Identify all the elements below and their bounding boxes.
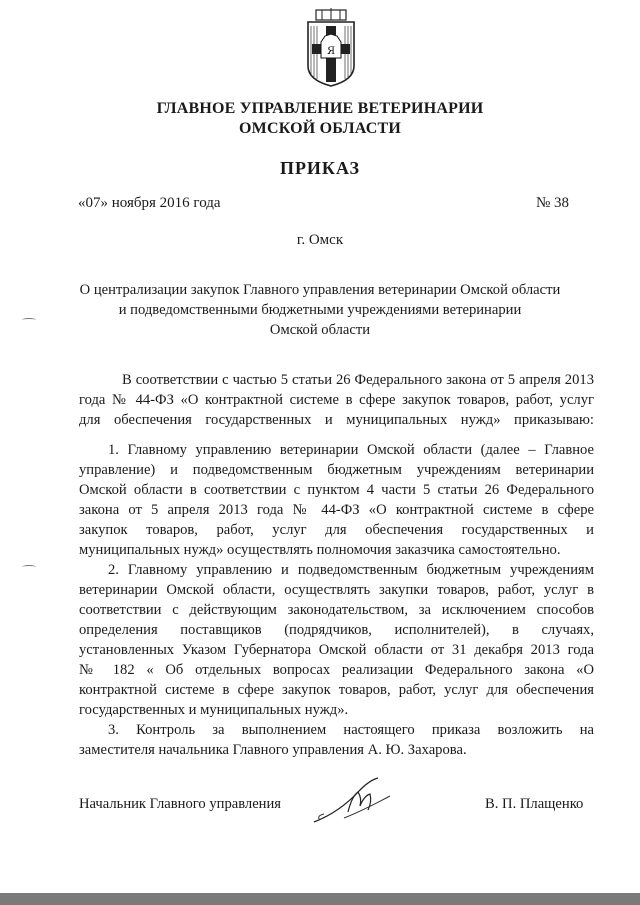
subject-line: Омской области bbox=[269, 322, 371, 338]
item-line: закона от 5 апреля 2013 года № 44-ФЗ «О контрактной системе в сфере bbox=[79, 502, 594, 518]
scan-bottom-edge bbox=[0, 893, 640, 905]
item-line: контрактной системе в сфере закупок товаров, работ, услуг для обеспечения bbox=[79, 682, 594, 698]
preamble-line: В соответствии с частью 5 статьи 26 Федерального закона от 5 апреля 2013 bbox=[122, 372, 594, 388]
item-line: соответствии с действующим законодательством, за исключением способов bbox=[79, 602, 594, 618]
item-line: закупок товаров, работ, услуг для обеспечения государственных и bbox=[79, 522, 594, 538]
organization-name-line2: ОМСКОЙ ОБЛАСТИ bbox=[239, 120, 401, 137]
signatory-position: Начальник Главного управления bbox=[79, 796, 282, 812]
preamble-line: года № 44-ФЗ «О контрактной системе в сфере закупок товаров, работ, услуг bbox=[79, 392, 594, 408]
item-line: муниципальных нужд» осуществлять полномочия заказчика самостоятельно. bbox=[79, 542, 561, 558]
document-city: г. Омск bbox=[296, 232, 344, 248]
item-line: № 182 « Об отдельных вопросах реализации Федерального закона «О bbox=[79, 662, 594, 678]
signatory-name: В. П. Плащенко bbox=[485, 796, 584, 812]
item-line: государственных и муниципальных нужд». bbox=[79, 702, 349, 718]
svg-text:Я: Я bbox=[326, 46, 336, 57]
item-line: 2. Главному управлению и подведомственным бюджетным учреждениям bbox=[108, 562, 594, 578]
document-title: ПРИКАЗ bbox=[279, 158, 361, 178]
document-date: «07» ноября 2016 года bbox=[78, 195, 221, 211]
item-line: 1. Главному управлению ветеринарии Омской области (далее – Главное bbox=[108, 442, 594, 458]
margin-mark bbox=[22, 318, 36, 322]
item-line: ветеринарии Омской области, осуществлять закупки товаров, работ, услуг в bbox=[79, 582, 594, 598]
omsk-coat-of-arms-icon bbox=[302, 8, 360, 88]
item-line: установленных Указом Губернатора Омской области от 31 декабря 2013 года bbox=[79, 642, 594, 658]
organization-name-line1: ГЛАВНОЕ УПРАВЛЕНИЕ ВЕТЕРИНАРИИ bbox=[156, 100, 484, 117]
handwritten-signature-icon bbox=[300, 772, 400, 832]
item-line: управление) и подведомственным бюджетным учреждениям ветеринарии bbox=[79, 462, 594, 478]
margin-mark bbox=[22, 565, 36, 569]
subject-line: О централизации закупок Главного управления ветеринарии Омской области bbox=[79, 282, 561, 298]
preamble-line: для обеспечения государственных и муниципальных нужд» приказываю: bbox=[79, 412, 594, 428]
document-number: № 38 bbox=[536, 195, 570, 211]
subject-line: и подведомственными бюджетными учреждениями ветеринарии bbox=[118, 302, 522, 318]
item-line: Омской области в соответствии с пунктом 4 части 5 статьи 26 Федерального bbox=[79, 482, 594, 498]
item-line: заместителя начальника Главного управления А. Ю. Захарова. bbox=[79, 742, 467, 758]
item-line: определения поставщиков (подрядчиков, исполнителей), в случаях, bbox=[79, 622, 594, 638]
item-line: 3. Контроль за выполнением настоящего приказа возложить на bbox=[108, 722, 594, 738]
